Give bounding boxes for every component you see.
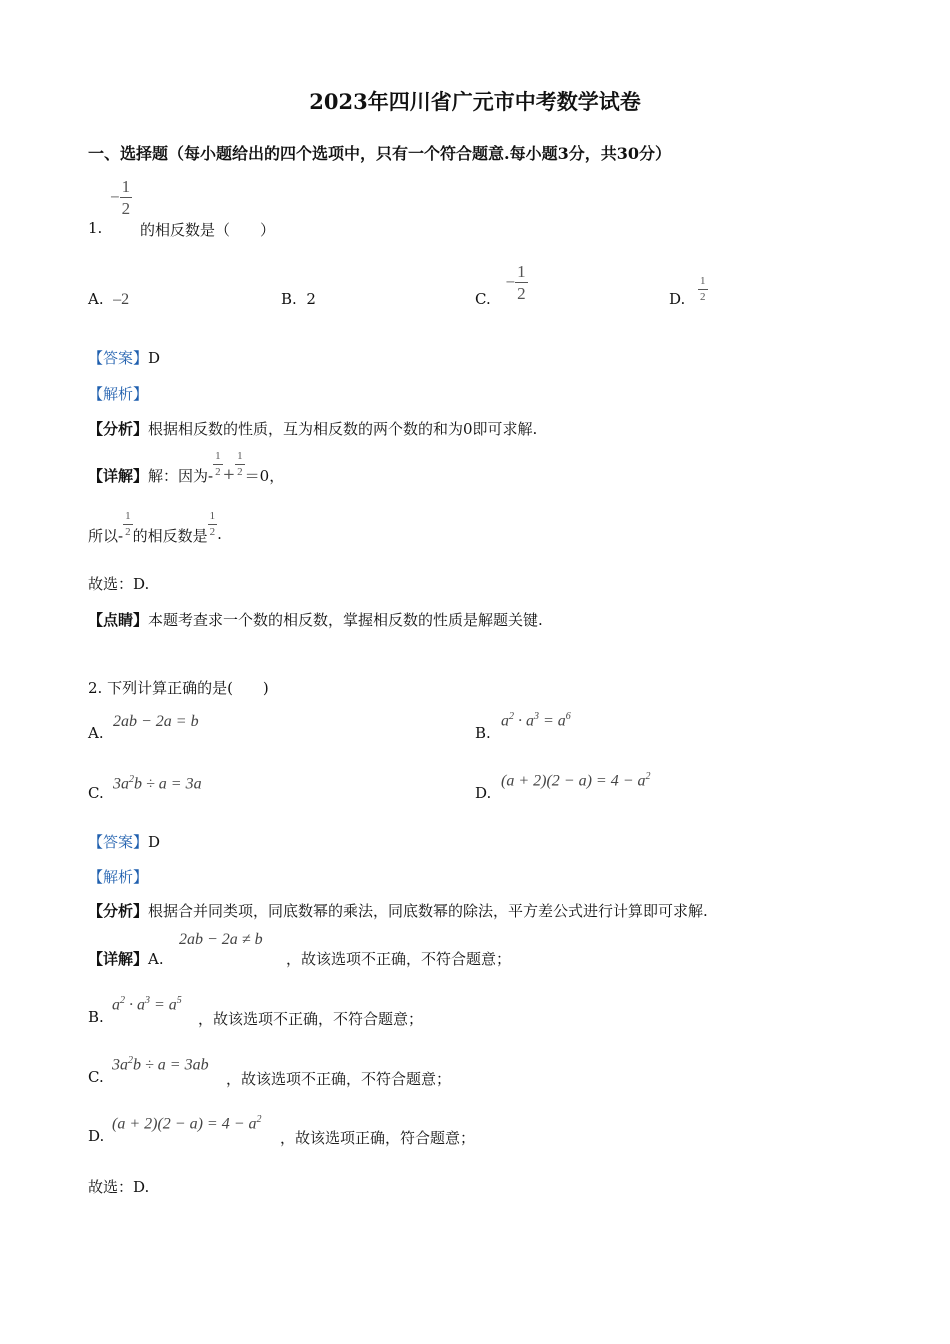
q1-option-d: D. $\frac{1}{2}$	[669, 275, 706, 308]
q1-option-b-label: B.	[281, 290, 297, 308]
q2-detail-c-formula: $3a^2b \div a = 3ab$	[112, 1055, 209, 1074]
q1-answer-value: D	[148, 349, 161, 367]
q1-choice: 故选：D.	[88, 575, 150, 593]
q2-option-c-label: C.	[88, 784, 104, 802]
q1-analysis-tag: 【解析】	[88, 385, 149, 403]
q1-so-end: .	[217, 525, 222, 543]
q1-comment-tag: 【点睛】	[88, 611, 149, 629]
q1-option-c: C. − $\frac{1}{2}$	[475, 262, 526, 308]
q1-answer	[88, 347, 160, 368]
q2-detail-d-formula: $(a + 2)(2 - a) = 4 - a^2$	[112, 1114, 262, 1133]
q1-option-c-label: C.	[475, 290, 491, 308]
q1-detail-prefix: 解：因为-	[148, 467, 214, 485]
q1-so-prefix: 所以-	[88, 527, 124, 545]
q2-fenxi-text: 根据合并同类项，同底数幂的乘法，同底数幂的除法，平方差公式进行计算即可求解.	[148, 902, 708, 920]
q2-detail-d-text: ，故该选项正确，符合题意；	[280, 1129, 476, 1147]
q1-option-b	[281, 290, 316, 308]
q1-so-middle: 的相反数是	[132, 527, 208, 545]
q2-fenxi	[88, 900, 708, 921]
q2-detail-b-text: ，故该选项不正确，不符合题意；	[198, 1010, 424, 1028]
q1-option-d-label: D.	[669, 290, 686, 308]
q2-detail-tag: 【详解】	[88, 950, 149, 968]
q1-answer-tag: 【答案】	[88, 349, 149, 367]
q2-detail-b-formula: $a^2 \cdot a^3 = a^5$	[112, 995, 182, 1014]
q1-option-a	[88, 290, 129, 309]
q2-detail-a-formula: 2ab − 2a ≠ b	[179, 931, 263, 948]
q2-analysis-tag: 【解析】	[88, 868, 149, 886]
q1-fenxi	[88, 418, 537, 439]
q1-detail-tag: 【详解】	[88, 467, 149, 485]
q2-option-a-label: A.	[88, 724, 104, 742]
q1-option-a-label: A.	[88, 290, 104, 308]
q2-detail-b-label: B.	[88, 1008, 104, 1026]
q1-stem: 的相反数是（ ）	[140, 221, 276, 239]
q1-detail-suffix: ＝0，	[244, 467, 285, 485]
q2-answer	[88, 831, 160, 852]
q2-answer-tag: 【答案】	[88, 833, 149, 851]
q1-fenxi-text: 根据相反数的性质，互为相反数的两个数的和为0即可求解.	[148, 420, 538, 438]
q2-choice: 故选：D.	[88, 1178, 150, 1196]
q2-detail-a-text: ，故该选项不正确，不符合题意；	[286, 950, 512, 968]
section-heading: 一、选择题（每小题给出的四个选项中，只有一个符合题意.每小题3分，共30分）	[88, 144, 671, 163]
q2-detail-a	[88, 948, 164, 969]
q2-detail-c-text: ，故该选项不正确，不符合题意；	[226, 1070, 452, 1088]
q2-detail-d-label: D.	[88, 1127, 105, 1145]
q1-comment	[88, 609, 543, 630]
q1-fenxi-tag: 【分析】	[88, 420, 149, 438]
q2-option-b-label: B.	[475, 724, 491, 742]
q2-answer-value: D	[148, 833, 161, 851]
q2-option-d-label: D.	[475, 784, 492, 802]
q2-option-d-formula: $(a + 2)(2 - a) = 4 - a^2$	[501, 771, 651, 790]
q1-option-a-value: –2	[113, 291, 130, 308]
q1-frac-den: 2	[121, 199, 131, 218]
q2-option-b-formula: $a^2 \cdot a^3 = a^6$	[501, 711, 571, 730]
q2-option-c-formula: $3a^2b \div a = 3a$	[113, 774, 202, 793]
q1-fraction: − $\frac{1}{2}$	[110, 177, 131, 218]
q1-detail: 【详解】解：因为- $\frac{1}{2}$ + $\frac{1}{2}$ ＝0，	[88, 450, 285, 485]
q2-fenxi-tag: 【分析】	[88, 902, 149, 920]
q2-detail-a-label: A.	[148, 950, 164, 968]
q1-comment-text: 本题考查求一个数的相反数，掌握相反数的性质是解题关键.	[148, 611, 543, 629]
page-title: 2023年四川省广元市中考数学试卷	[309, 89, 641, 114]
q1-option-b-value: 2	[306, 290, 316, 308]
q1-frac-num: 1	[121, 177, 131, 196]
q1-so: 所以- $\frac{1}{2}$ 的相反数是 $\frac{1}{2}$ .	[88, 510, 222, 545]
q2-option-a-formula: 2ab − 2a = b	[113, 713, 199, 730]
q2-stem: 2. 下列计算正确的是( )	[88, 679, 269, 697]
q1-number: 1.	[88, 219, 103, 237]
q2-detail-c-label: C.	[88, 1068, 104, 1086]
